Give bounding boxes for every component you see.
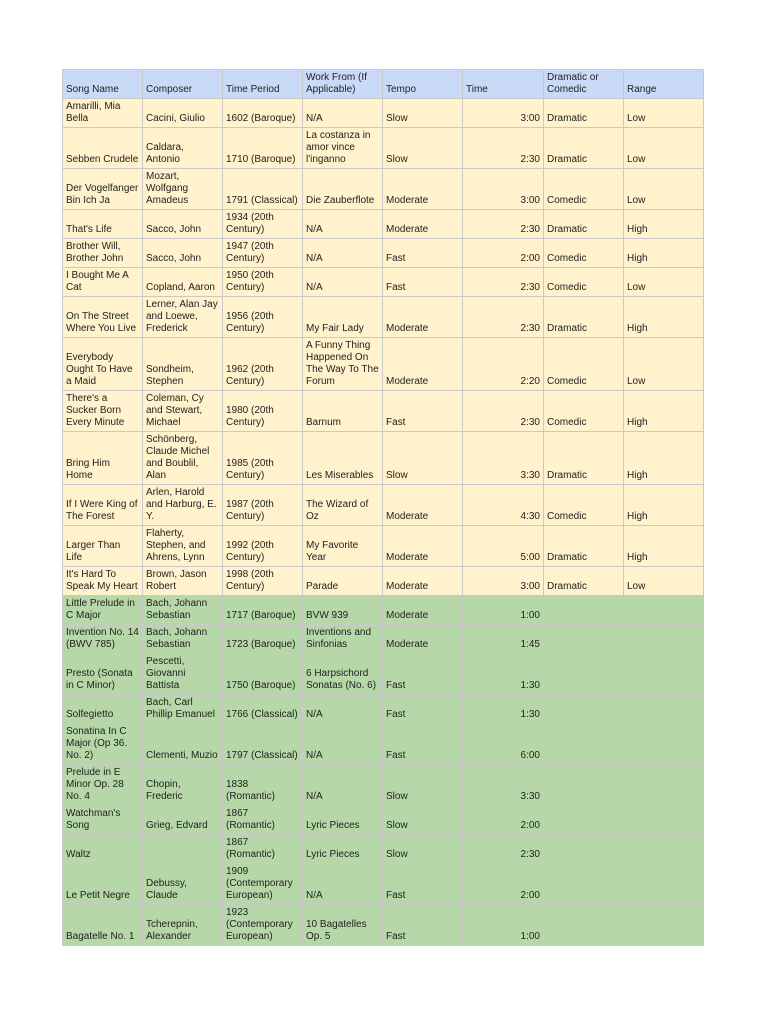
cell-composer[interactable]: Bach, Johann Sebastian (143, 625, 223, 654)
cell-song-name[interactable]: Little Prelude in C Major (63, 596, 143, 625)
cell-work-from[interactable]: The Wizard of Oz (303, 485, 383, 526)
cell-composer[interactable]: Coleman, Cy and Stewart, Michael (143, 391, 223, 432)
table-body (63, 99, 704, 946)
cell-time-period[interactable]: 1923 (Contemporary European) (223, 905, 303, 946)
column-header-time[interactable]: Time (463, 70, 544, 99)
cell-dramatic-or-comedic[interactable]: Dramatic (544, 128, 624, 169)
cell-dramatic-or-comedic[interactable] (544, 835, 624, 864)
cell-composer[interactable]: Chopin, Frederic (143, 765, 223, 806)
cell-composer[interactable]: Copland, Aaron (143, 268, 223, 297)
cell-song-name[interactable]: Amarilli, Mia Bella (63, 99, 143, 128)
cell-song-name[interactable]: It's Hard To Speak My Heart (63, 567, 143, 596)
cell-work-from[interactable]: 10 Bagatelles Op. 5 (303, 905, 383, 946)
cell-work-from[interactable]: 6 Harpsichord Sonatas (No. 6) (303, 654, 383, 695)
cell-time[interactable]: 1:45 (463, 625, 544, 654)
cell-work-from[interactable]: Die Zauberflote (303, 169, 383, 210)
cell-song-name[interactable]: Sonatina In C Major (Op 36. No. 2) (63, 724, 143, 765)
cell-work-from[interactable]: My Fair Lady (303, 297, 383, 338)
vocal-song-row (63, 485, 704, 526)
cell-composer[interactable] (143, 835, 223, 864)
cell-tempo[interactable]: Slow (383, 432, 463, 485)
cell-range[interactable]: High (624, 210, 704, 239)
cell-work-from[interactable]: My Favorite Year (303, 526, 383, 567)
cell-tempo[interactable]: Fast (383, 654, 463, 695)
cell-tempo[interactable]: Slow (383, 835, 463, 864)
cell-composer[interactable]: Caldara, Antonio (143, 128, 223, 169)
cell-tempo[interactable]: Moderate (383, 210, 463, 239)
cell-time-period[interactable]: 1947 (20th Century) (223, 239, 303, 268)
cell-composer[interactable]: Clementi, Muzio (143, 724, 223, 765)
cell-tempo[interactable]: Fast (383, 864, 463, 905)
cell-time[interactable]: 3:00 (463, 169, 544, 210)
column-header-tempo[interactable]: Tempo (383, 70, 463, 99)
cell-dramatic-or-comedic[interactable]: Dramatic (544, 210, 624, 239)
cell-range[interactable] (624, 806, 704, 835)
cell-range[interactable]: High (624, 297, 704, 338)
cell-dramatic-or-comedic[interactable]: Dramatic (544, 526, 624, 567)
cell-time[interactable]: 1:30 (463, 695, 544, 724)
cell-range[interactable]: High (624, 432, 704, 485)
cell-range[interactable]: Low (624, 567, 704, 596)
cell-range[interactable]: High (624, 239, 704, 268)
cell-composer[interactable]: Bach, Carl Phillip Emanuel (143, 695, 223, 724)
cell-time-period[interactable]: 1962 (20th Century) (223, 338, 303, 391)
piano-piece-row (63, 654, 704, 695)
cell-time-period[interactable]: 1934 (20th Century) (223, 210, 303, 239)
cell-dramatic-or-comedic[interactable]: Dramatic (544, 432, 624, 485)
cell-composer[interactable]: Grieg, Edvard (143, 806, 223, 835)
cell-dramatic-or-comedic[interactable]: Dramatic (544, 297, 624, 338)
cell-dramatic-or-comedic[interactable] (544, 625, 624, 654)
cell-dramatic-or-comedic[interactable] (544, 864, 624, 905)
cell-time[interactable]: 3:30 (463, 432, 544, 485)
cell-time-period[interactable]: 1750 (Baroque) (223, 654, 303, 695)
cell-song-name[interactable]: Solfegietto (63, 695, 143, 724)
cell-range[interactable]: Low (624, 169, 704, 210)
piano-piece-row (63, 905, 704, 946)
cell-song-name[interactable]: Bagatelle No. 1 (63, 905, 143, 946)
cell-range[interactable] (624, 625, 704, 654)
cell-range[interactable]: Low (624, 338, 704, 391)
cell-work-from[interactable]: N/A (303, 765, 383, 806)
cell-tempo[interactable]: Fast (383, 724, 463, 765)
cell-dramatic-or-comedic[interactable] (544, 806, 624, 835)
column-header-dramatic-or-comedic[interactable]: Dramatic or Comedic (544, 70, 624, 99)
cell-tempo[interactable]: Slow (383, 806, 463, 835)
cell-song-name[interactable]: Watchman's Song (63, 806, 143, 835)
cell-work-from[interactable]: N/A (303, 724, 383, 765)
cell-time-period[interactable]: 1710 (Baroque) (223, 128, 303, 169)
vocal-song-row (63, 297, 704, 338)
cell-range[interactable]: High (624, 391, 704, 432)
cell-tempo[interactable]: Moderate (383, 297, 463, 338)
vocal-song-row (63, 338, 704, 391)
cell-composer[interactable]: Schönberg, Claude Michel and Boublil, Alan (143, 432, 223, 485)
cell-time-period[interactable]: 1985 (20th Century) (223, 432, 303, 485)
cell-tempo[interactable]: Fast (383, 391, 463, 432)
cell-song-name[interactable]: Invention No. 14 (BWV 785) (63, 625, 143, 654)
cell-dramatic-or-comedic[interactable]: Comedic (544, 391, 624, 432)
cell-song-name[interactable]: Der Vogelfanger Bin Ich Ja (63, 169, 143, 210)
cell-tempo[interactable]: Fast (383, 239, 463, 268)
cell-composer[interactable]: Cacini, Giulio (143, 99, 223, 128)
piano-piece-row (63, 625, 704, 654)
cell-time[interactable]: 2:00 (463, 864, 544, 905)
spreadsheet-table (62, 69, 704, 946)
cell-work-from[interactable]: Lyric Pieces (303, 806, 383, 835)
cell-tempo[interactable]: Moderate (383, 526, 463, 567)
cell-work-from[interactable]: N/A (303, 239, 383, 268)
cell-dramatic-or-comedic[interactable] (544, 596, 624, 625)
cell-song-name[interactable]: Presto (Sonata in C Minor) (63, 654, 143, 695)
cell-dramatic-or-comedic[interactable] (544, 724, 624, 765)
piano-piece-row (63, 596, 704, 625)
cell-range[interactable] (624, 695, 704, 724)
cell-range[interactable] (624, 654, 704, 695)
column-header-song-name[interactable]: Song Name (63, 70, 143, 99)
cell-time-period[interactable]: 1766 (Classical) (223, 695, 303, 724)
cell-tempo[interactable]: Moderate (383, 596, 463, 625)
cell-tempo[interactable]: Moderate (383, 169, 463, 210)
piano-piece-row (63, 864, 704, 905)
cell-time[interactable]: 4:30 (463, 485, 544, 526)
cell-time[interactable]: 2:30 (463, 268, 544, 297)
piano-piece-row (63, 806, 704, 835)
cell-time-period[interactable]: 1998 (20th Century) (223, 567, 303, 596)
cell-tempo[interactable]: Moderate (383, 485, 463, 526)
cell-range[interactable]: Low (624, 99, 704, 128)
cell-range[interactable] (624, 864, 704, 905)
cell-work-from[interactable]: A Funny Thing Happened On The Way To The Forum (303, 338, 383, 391)
cell-time[interactable]: 3:00 (463, 567, 544, 596)
cell-tempo[interactable]: Slow (383, 128, 463, 169)
cell-range[interactable] (624, 835, 704, 864)
cell-time-period[interactable]: 1980 (20th Century) (223, 391, 303, 432)
cell-work-from[interactable]: N/A (303, 268, 383, 297)
cell-tempo[interactable]: Moderate (383, 338, 463, 391)
cell-dramatic-or-comedic[interactable]: Comedic (544, 338, 624, 391)
cell-song-name[interactable]: On The Street Where You Live (63, 297, 143, 338)
cell-range[interactable] (624, 765, 704, 806)
cell-time[interactable]: 2:30 (463, 128, 544, 169)
vocal-song-row (63, 169, 704, 210)
cell-tempo[interactable]: Moderate (383, 625, 463, 654)
vocal-song-row (63, 210, 704, 239)
cell-tempo[interactable]: Fast (383, 268, 463, 297)
cell-song-name[interactable]: I Bought Me A Cat (63, 268, 143, 297)
cell-tempo[interactable]: Fast (383, 695, 463, 724)
cell-work-from[interactable]: Les Miserables (303, 432, 383, 485)
cell-dramatic-or-comedic[interactable]: Dramatic (544, 99, 624, 128)
cell-work-from[interactable]: Lyric Pieces (303, 835, 383, 864)
cell-time[interactable]: 2:30 (463, 297, 544, 338)
cell-dramatic-or-comedic[interactable]: Comedic (544, 268, 624, 297)
cell-composer[interactable]: Debussy, Claude (143, 864, 223, 905)
header-row (63, 70, 704, 99)
cell-song-name[interactable]: Prelude in E Minor Op. 28 No. 4 (63, 765, 143, 806)
cell-song-name[interactable]: Waltz (63, 835, 143, 864)
vocal-song-row (63, 432, 704, 485)
cell-composer[interactable]: Sondheim, Stephen (143, 338, 223, 391)
cell-song-name[interactable]: Bring Him Home (63, 432, 143, 485)
cell-range[interactable]: Low (624, 128, 704, 169)
cell-time[interactable]: 3:00 (463, 99, 544, 128)
cell-time-period[interactable]: 1797 (Classical) (223, 724, 303, 765)
cell-work-from[interactable]: N/A (303, 210, 383, 239)
vocal-song-row (63, 99, 704, 128)
cell-range[interactable]: Low (624, 268, 704, 297)
cell-composer[interactable]: Sacco, John (143, 239, 223, 268)
cell-work-from[interactable]: Parade (303, 567, 383, 596)
cell-dramatic-or-comedic[interactable] (544, 905, 624, 946)
cell-time[interactable]: 2:00 (463, 806, 544, 835)
cell-range[interactable]: High (624, 526, 704, 567)
cell-time[interactable]: 2:20 (463, 338, 544, 391)
column-header-composer[interactable]: Composer (143, 70, 223, 99)
column-header-time-period[interactable]: Time Period (223, 70, 303, 99)
cell-composer[interactable]: Brown, Jason Robert (143, 567, 223, 596)
cell-dramatic-or-comedic[interactable] (544, 695, 624, 724)
cell-tempo[interactable]: Moderate (383, 567, 463, 596)
cell-time-period[interactable]: 1987 (20th Century) (223, 485, 303, 526)
cell-composer[interactable]: Bach, Johann Sebastian (143, 596, 223, 625)
cell-song-name[interactable]: Sebben Crudele (63, 128, 143, 169)
cell-time[interactable]: 1:00 (463, 596, 544, 625)
cell-time-period[interactable]: 1867 (Romantic) (223, 835, 303, 864)
cell-dramatic-or-comedic[interactable]: Comedic (544, 239, 624, 268)
cell-song-name[interactable]: Larger Than Life (63, 526, 143, 567)
cell-time-period[interactable]: 1602 (Baroque) (223, 99, 303, 128)
cell-tempo[interactable]: Slow (383, 765, 463, 806)
cell-time-period[interactable]: 1723 (Baroque) (223, 625, 303, 654)
cell-dramatic-or-comedic[interactable]: Dramatic (544, 567, 624, 596)
cell-dramatic-or-comedic[interactable] (544, 654, 624, 695)
column-header-range[interactable]: Range (624, 70, 704, 99)
cell-time-period[interactable]: 1838 (Romantic) (223, 765, 303, 806)
cell-time[interactable]: 2:30 (463, 210, 544, 239)
cell-time-period[interactable]: 1717 (Baroque) (223, 596, 303, 625)
piano-piece-row (63, 765, 704, 806)
cell-song-name[interactable]: If I Were King of The Forest (63, 485, 143, 526)
vocal-song-row (63, 391, 704, 432)
cell-time[interactable]: 2:30 (463, 835, 544, 864)
cell-time[interactable]: 5:00 (463, 526, 544, 567)
piano-piece-row (63, 724, 704, 765)
cell-composer[interactable]: Flaherty, Stephen, and Ahrens, Lynn (143, 526, 223, 567)
piano-piece-row (63, 695, 704, 724)
cell-composer[interactable]: Arlen, Harold and Harburg, E. Y. (143, 485, 223, 526)
cell-work-from[interactable]: N/A (303, 99, 383, 128)
vocal-song-row (63, 128, 704, 169)
cell-composer[interactable]: Sacco, John (143, 210, 223, 239)
cell-time[interactable]: 1:30 (463, 654, 544, 695)
cell-time-period[interactable]: 1950 (20th Century) (223, 268, 303, 297)
vocal-song-row (63, 268, 704, 297)
column-header-work-from[interactable]: Work From (If Applicable) (303, 70, 383, 99)
cell-dramatic-or-comedic[interactable] (544, 765, 624, 806)
cell-time[interactable]: 2:30 (463, 391, 544, 432)
cell-time-period[interactable]: 1791 (Classical) (223, 169, 303, 210)
cell-work-from[interactable]: BVW 939 (303, 596, 383, 625)
cell-time-period[interactable]: 1992 (20th Century) (223, 526, 303, 567)
cell-time-period[interactable]: 1909 (Contemporary European) (223, 864, 303, 905)
cell-time[interactable]: 2:00 (463, 239, 544, 268)
cell-work-from[interactable]: Inventions and Sinfonias (303, 625, 383, 654)
cell-range[interactable]: High (624, 485, 704, 526)
cell-tempo[interactable]: Fast (383, 905, 463, 946)
cell-song-name[interactable]: Le Petit Negre (63, 864, 143, 905)
cell-composer[interactable]: Tcherepnin, Alexander (143, 905, 223, 946)
cell-composer[interactable]: Mozart, Wolfgang Amadeus (143, 169, 223, 210)
piano-piece-row (63, 835, 704, 864)
cell-work-from[interactable]: N/A (303, 864, 383, 905)
cell-composer[interactable]: Pescetti, Giovanni Battista (143, 654, 223, 695)
cell-time[interactable]: 3:30 (463, 765, 544, 806)
cell-work-from[interactable]: Barnum (303, 391, 383, 432)
cell-dramatic-or-comedic[interactable]: Comedic (544, 169, 624, 210)
cell-tempo[interactable]: Slow (383, 99, 463, 128)
cell-composer[interactable]: Lerner, Alan Jay and Loewe, Frederick (143, 297, 223, 338)
cell-range[interactable] (624, 724, 704, 765)
cell-dramatic-or-comedic[interactable]: Comedic (544, 485, 624, 526)
cell-time[interactable]: 6:00 (463, 724, 544, 765)
cell-range[interactable] (624, 905, 704, 946)
cell-song-name[interactable]: That's Life (63, 210, 143, 239)
cell-work-from[interactable]: N/A (303, 695, 383, 724)
vocal-song-row (63, 526, 704, 567)
vocal-song-row (63, 239, 704, 268)
cell-song-name[interactable]: Brother Will, Brother John (63, 239, 143, 268)
vocal-song-row (63, 567, 704, 596)
cell-song-name[interactable]: There's a Sucker Born Every Minute (63, 391, 143, 432)
cell-time-period[interactable]: 1956 (20th Century) (223, 297, 303, 338)
cell-time-period[interactable]: 1867 (Romantic) (223, 806, 303, 835)
cell-range[interactable] (624, 596, 704, 625)
cell-work-from[interactable]: La costanza in amor vince l'inganno (303, 128, 383, 169)
cell-song-name[interactable]: Everybody Ought To Have a Maid (63, 338, 143, 391)
cell-time[interactable]: 1:00 (463, 905, 544, 946)
